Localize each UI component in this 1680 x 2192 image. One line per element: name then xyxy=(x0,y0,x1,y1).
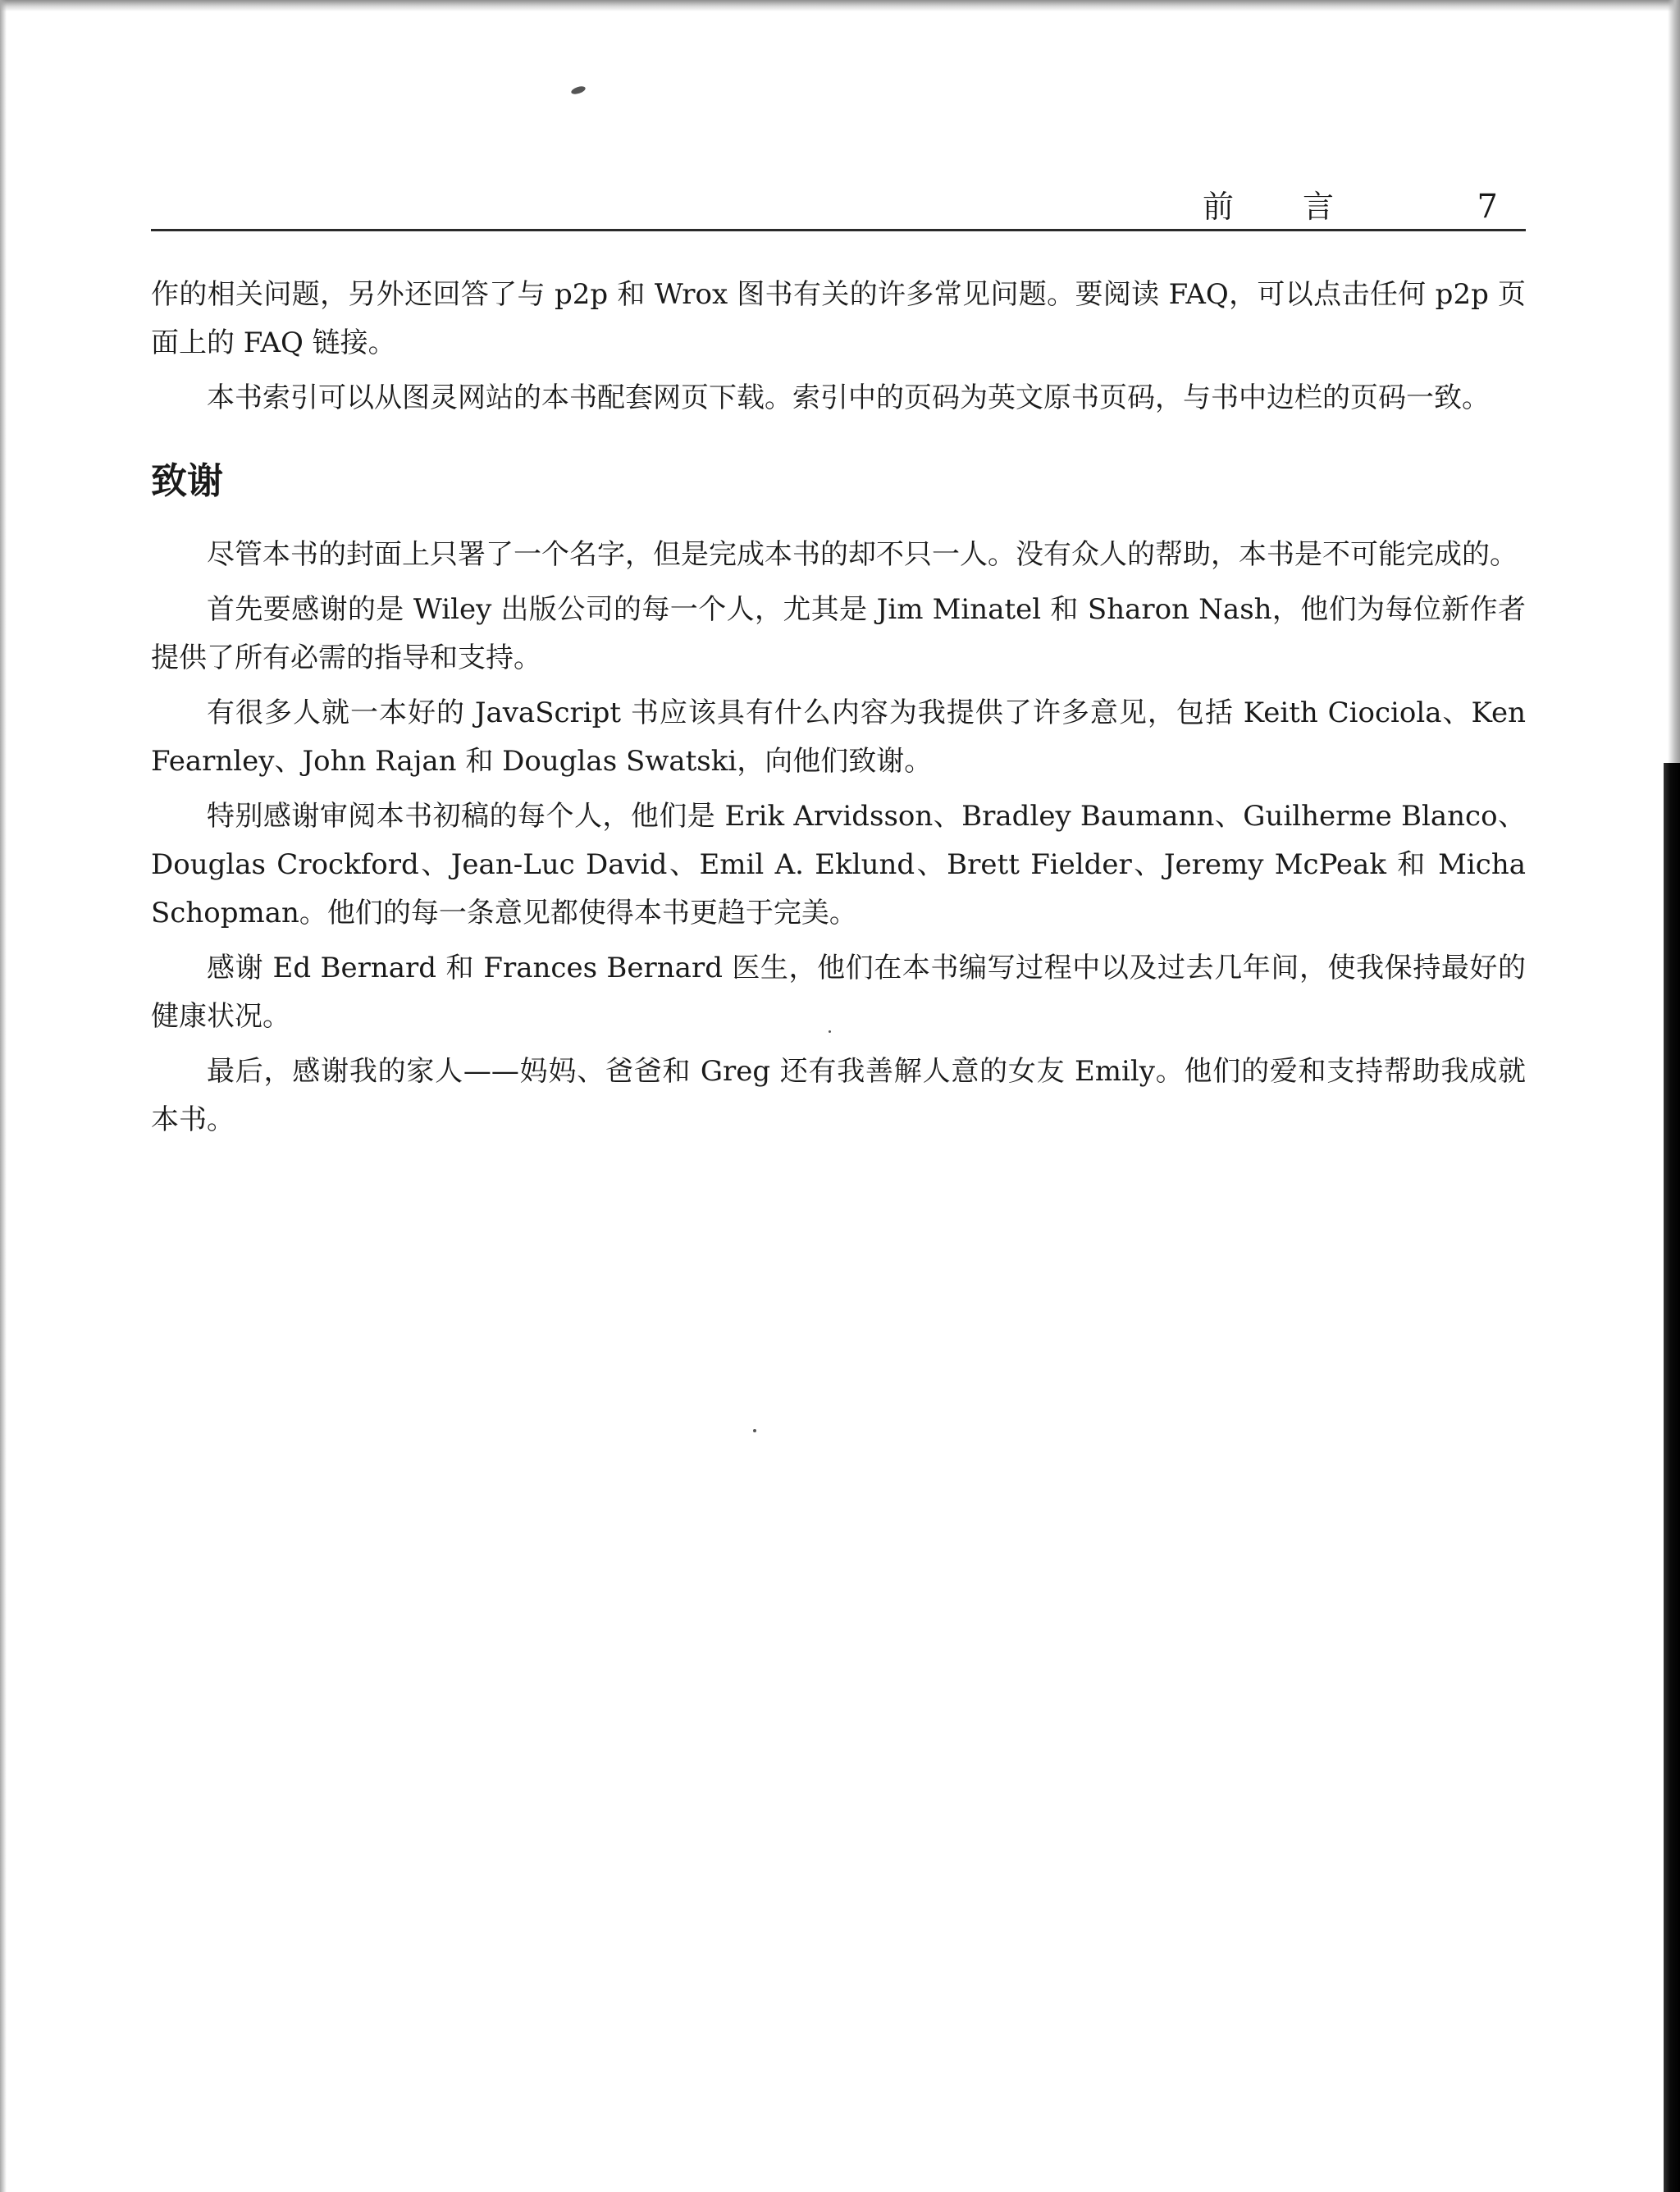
scan-speck xyxy=(570,84,587,95)
header-rule xyxy=(151,229,1526,231)
paragraph-index-download: 本书索引可以从图灵网站的本书配套网页下载。索引中的页码为英文原书页码，与书中边栏的页码一致。 xyxy=(207,381,1490,414)
paragraph-faq-continued: 作的相关问题，另外还回答了与 p2p 和 Wrox 图书有关的许多常见问题。要阅读 FAQ，可以点击任何 p2p 页面上的 FAQ 链接。 xyxy=(151,278,1526,359)
scan-top-edge xyxy=(0,0,1680,11)
paragraph-acknowledgement: 感谢 Ed Bernard 和 Frances Bernard 医生，他们在本书编写过程中以及过去几年间，使我保持最好的健康状况。 xyxy=(151,952,1526,1033)
paragraph-acknowledgement: 尽管本书的封面上只署了一个名字，但是完成本书的却不只一人。没有众人的帮助，本书是不可能完成的。 xyxy=(207,538,1518,571)
scan-right-edge-shadow xyxy=(1664,763,1680,2192)
paragraph-acknowledgement: 有很多人就一本好的 JavaScript 书应该具有什么内容为我提供了许多意见，包括 Keith Ciociola、Ken Fearnley、John Rajan 和 Douglas Swatski，向他们致谢。 xyxy=(151,696,1526,778)
page-body xyxy=(151,271,1526,1151)
page-number: 7 xyxy=(1477,188,1498,226)
paragraph-acknowledgement: 首先要感谢的是 Wiley 出版公司的每一个人，尤其是 Jim Minatel 和 Sharon Nash，他们为每位新作者提供了所有必需的指导和支持。 xyxy=(151,593,1526,674)
running-head-section: 前言 xyxy=(1202,189,1403,225)
scan-speck xyxy=(753,1429,756,1432)
scan-left-edge xyxy=(0,0,7,2192)
running-head xyxy=(151,185,1526,228)
paragraph-acknowledgement: 最后，感谢我的家人——妈妈、爸爸和 Greg 还有我善解人意的女友 Emily。他们的爱和支持帮助我成就本书。 xyxy=(151,1055,1526,1136)
scan-right-edge-upper xyxy=(1668,0,1680,763)
paragraph-acknowledgement: 特别感谢审阅本书初稿的每个人，他们是 Erik Arvidsson、Bradley Baumann、Guilherme Blanco、Douglas Crockford、Jean-Luc David、Emil A. Eklund、Brett Fielder、Jeremy McPeak 和 Micha Schopman。他们的每一条意见都使得本书更趋于完美。 xyxy=(151,800,1526,929)
section-heading-acknowledgements: 致谢 xyxy=(151,460,223,502)
